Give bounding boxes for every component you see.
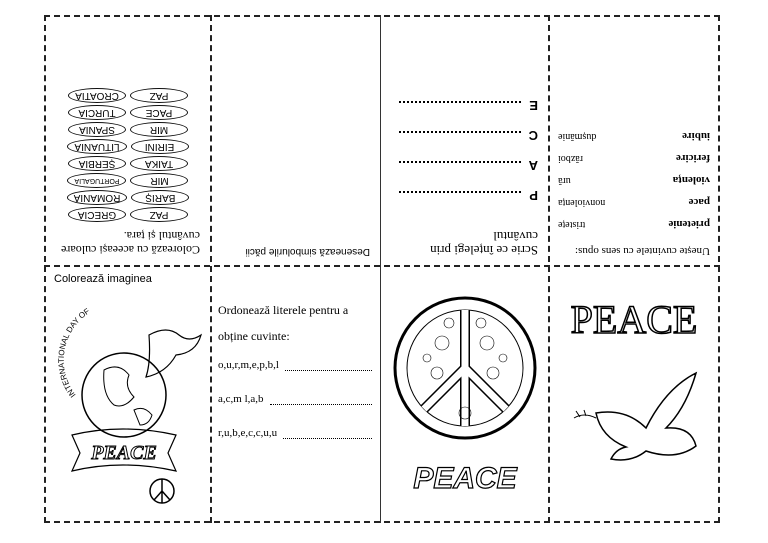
panel-draw-symbols (212, 17, 380, 265)
pill-row (56, 189, 200, 206)
word-left[interactable]: pace (688, 196, 710, 208)
country-pill[interactable]: LITUANIA (68, 139, 127, 154)
opposite-row (558, 169, 710, 191)
country-pill[interactable]: TURCIA (68, 105, 126, 120)
olive-branch-icon (574, 410, 596, 418)
instruction-text: Scrie ce înțelegi prin cuvântul (430, 229, 538, 258)
letter: C (528, 128, 538, 144)
pill-row (56, 138, 200, 155)
scrambled-letters: a,c,m l,a,b (218, 393, 264, 405)
letter-row[interactable] (391, 121, 538, 151)
answer-line[interactable] (283, 427, 372, 439)
word-pill[interactable]: MIR (130, 122, 188, 137)
panel-opposites (550, 17, 718, 265)
peace-word: PEACE (413, 462, 517, 495)
letter-row[interactable] (391, 91, 538, 121)
panel-peace-letters (381, 17, 548, 265)
pill-row (56, 87, 200, 104)
letter: A (528, 158, 538, 174)
word-right[interactable]: dușmănie (558, 131, 597, 142)
pill-list (56, 87, 200, 223)
word-right[interactable]: tristețe (558, 219, 586, 230)
order-line[interactable] (218, 393, 372, 405)
letter-row[interactable] (391, 181, 538, 211)
mandala-illustration[interactable] (387, 273, 542, 513)
word-pill[interactable]: PACE (130, 105, 188, 120)
country-pill[interactable]: ROMANIA (67, 190, 128, 205)
peace-word: PEACE (570, 297, 698, 342)
word-pill[interactable]: BARIȘ (131, 190, 189, 205)
word-pill[interactable]: PAZ (130, 88, 188, 103)
panel-title: Colorează imaginea (54, 273, 152, 285)
globe-icon (82, 353, 166, 437)
letter-row[interactable] (391, 151, 538, 181)
country-pill[interactable]: ȘERBIA (68, 156, 126, 171)
panel-peace-mandala (381, 267, 548, 521)
word-pill[interactable]: PAZ (130, 207, 188, 222)
word-right[interactable]: război (558, 153, 583, 164)
instruction-text: Colorează cu aceeași culoare cuvântul și țara. (61, 229, 200, 257)
answer-line[interactable] (270, 393, 372, 405)
opposite-row (558, 125, 710, 147)
country-pill[interactable]: CROATIA (68, 88, 126, 103)
write-line[interactable] (399, 161, 521, 171)
word-pill[interactable]: TAIKA (130, 156, 188, 171)
word-pill[interactable]: EIRINI (131, 139, 189, 154)
pill-row (56, 121, 200, 138)
arc-text: INTERNATIONAL DAY OF (56, 306, 92, 400)
answer-line[interactable] (285, 359, 372, 371)
order-line[interactable] (218, 359, 372, 371)
dove-illustration[interactable] (556, 273, 712, 513)
pill-row (56, 172, 200, 189)
dove-icon (146, 330, 201, 377)
word-right[interactable]: ură (558, 175, 571, 186)
pill-row (56, 155, 200, 172)
country-pill[interactable]: SPANIA (68, 122, 126, 137)
instruction-text: Desenează simbolurile păcii (245, 246, 370, 257)
word-left[interactable]: prietenie (668, 218, 710, 230)
panel-title: Ordonează literele pentru a obține cuvinte: (218, 303, 349, 343)
order-line[interactable] (218, 427, 372, 439)
country-pill[interactable]: GRECIA (68, 207, 126, 222)
word-right[interactable]: nonviolența (558, 197, 606, 208)
banner-text: PEACE (91, 442, 157, 464)
dove-icon (596, 373, 696, 460)
scrambled-letters: o,u,r,m,e,p,b,l (218, 359, 279, 371)
word-left[interactable]: iubire (682, 130, 710, 142)
word-left[interactable]: fericire (676, 152, 710, 164)
pill-row (56, 104, 200, 121)
letter: E (529, 98, 538, 114)
opposite-row (558, 213, 710, 235)
country-pill[interactable]: PORTUGALIA (68, 173, 127, 188)
panel-peace-dove (550, 267, 718, 521)
write-line[interactable] (399, 101, 521, 111)
letter: P (529, 188, 538, 204)
word-pill[interactable]: MIR (131, 173, 189, 188)
panel-color-globe (46, 267, 210, 521)
scrambled-letters: r,u,b,e,c,c,u,u (218, 427, 278, 439)
globe-dove-illustration[interactable] (54, 285, 202, 510)
opposite-row (558, 147, 710, 169)
write-line[interactable] (399, 191, 521, 201)
write-line[interactable] (399, 131, 521, 141)
word-left[interactable]: violența (672, 174, 710, 186)
panel-reorder-letters (212, 267, 380, 521)
opposite-row (558, 191, 710, 213)
instruction-text: Unește cuvintele cu sens opus: (574, 245, 710, 257)
panel-country-words (46, 17, 210, 265)
pill-row (56, 206, 200, 223)
